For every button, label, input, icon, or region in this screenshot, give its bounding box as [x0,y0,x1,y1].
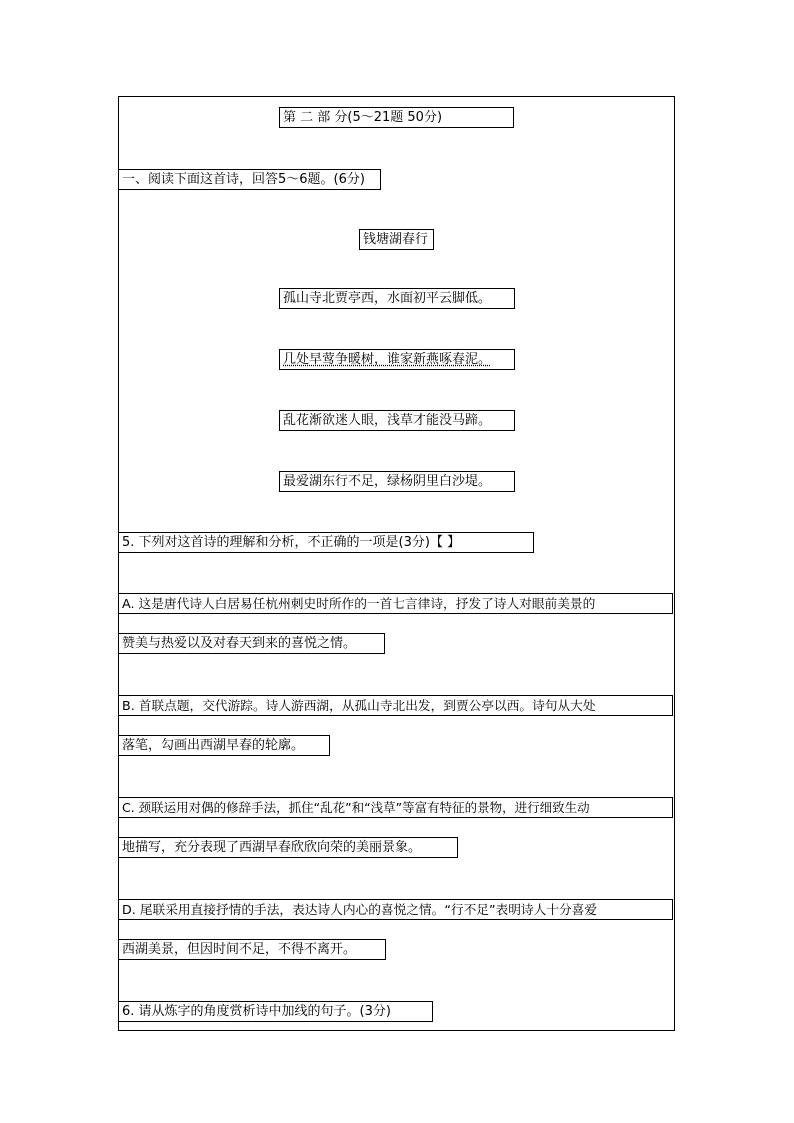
poem-line-2-underlined: 几处早莺争暖树，谁家新燕啄春泥。 [279,349,515,370]
q6-stem: 6. 请从炼字的角度赏析诗中加线的句子。(3分) [118,1001,433,1022]
question-intro: 一、阅读下面这首诗，回答5～6题。(6分) [118,169,381,190]
q5-option-b-line1: B. 首联点题，交代游踪。诗人游西湖，从孤山寺北出发，到贾公亭以西。诗句从大处 [118,695,673,716]
q5-option-b-line2: 落笔，勾画出西湖早春的轮廓。 [118,735,330,756]
poem-title: 钱塘湖春行 [359,229,434,250]
poem-line-3: 乱花渐欲迷人眼，浅草才能没马蹄。 [279,410,515,431]
q5-option-c-line1: C. 颈联运用对偶的修辞手法，抓住“乱花”和“浅草”等富有特征的景物，进行细致生动 [118,797,673,818]
section-header: 第 二 部 分(5～21题 50分) [279,107,514,128]
poem-line-1: 孤山寺北贾亭西，水面初平云脚低。 [279,288,515,309]
poem-line-4: 最爱湖东行不足，绿杨阴里白沙堤。 [279,471,515,492]
q5-option-d-line2: 西湖美景，但因时间不足，不得不离开。 [118,939,386,960]
q5-option-a-line1: A. 这是唐代诗人白居易任杭州刺史时所作的一首七言律诗，抒发了诗人对眼前美景的 [118,593,673,614]
q5-option-d-line1: D. 尾联采用直接抒情的手法，表达诗人内心的喜悦之情。“行不足”表明诗人十分喜爱 [118,899,673,920]
q5-option-c-line2: 地描写，充分表现了西湖早春欣欣向荣的美丽景象。 [118,837,458,858]
q5-option-a-line2: 赞美与热爱以及对春天到来的喜悦之情。 [118,633,385,654]
q5-stem: 5. 下列对这首诗的理解和分析，不正确的一项是(3分)【 】 [118,532,534,553]
